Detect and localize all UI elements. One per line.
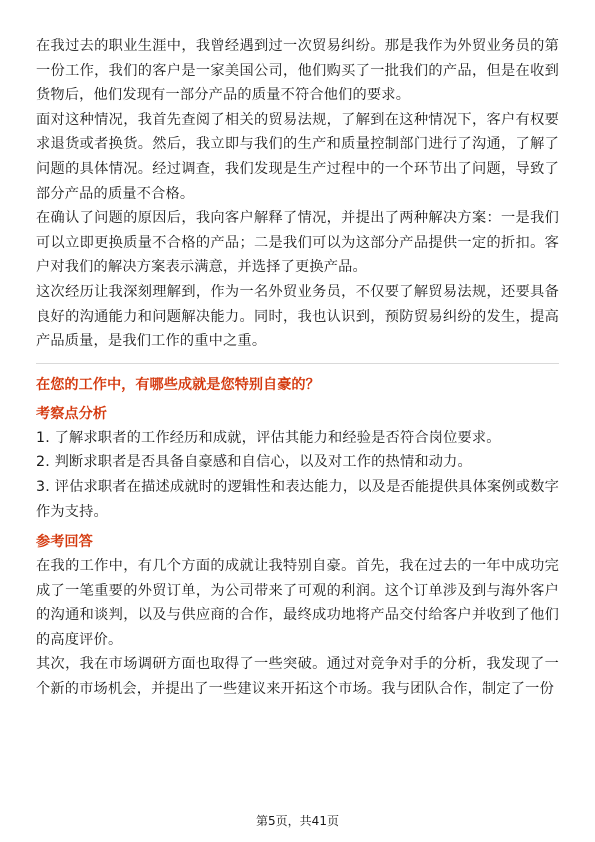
analysis-item-1: 1. 了解求职者的工作经历和成就，评估其能力和经验是否符合岗位要求。 [36,429,501,446]
analysis-item-2: 2. 判断求职者是否具备自豪感和自信心，以及对工作的热情和动力。 [36,454,472,471]
intro-paragraph-3: 在确认了问题的原因后，我向客户解释了情况，并提出了两种解决方案：一是我们可以立即更换质量不合格的产品；二是我们可以为这部分产品提供一定的折扣。客户对我们的解决方案表示满意，并选择了更换产品。 [36,210,559,276]
answer-paragraph-1: 在我的工作中，有几个方面的成就让我特别自豪。首先，我在过去的一年中成功完成了一笔重要的外贸订单，为公司带来了可观的利润。这个订单涉及到与海外客户的沟通和谈判，以及与供应商的合作，最终成功地将产品交付给客户并收到了他们的高度评价。 [36,558,559,648]
answer-heading: 参考回答 [36,534,93,551]
document-page [36,34,559,702]
interview-question: 在您的工作中，有哪些成就是您特别自豪的？ [36,376,320,393]
intro-paragraph-2: 面对这种情况，我首先查阅了相关的贸易法规，了解到在这种情况下，客户有权要求退货或者换货。然后，我立即与我们的生产和质量控制部门进行了沟通，了解了问题的具体情况。经过调查，我们发现是生产过程中的一个环节出了问题，导致了部分产品的质量不合格。 [36,111,559,202]
page-number: 第5页，共41页 [256,814,339,828]
intro-paragraph-1: 在我过去的职业生涯中，我曾经遇到过一次贸易纠纷。那是我作为外贸业务员的第一份工作，我们的客户是一家美国公司，他们购买了一批我们的产品，但是在收到货物后，他们发现有一部分产品的质量不符合他们的要求。 [36,38,559,104]
intro-paragraph-4: 这次经历让我深刻理解到，作为一名外贸业务员，不仅要了解贸易法规，还要具备良好的沟通能力和问题解决能力。同时，我也认识到，预防贸易纠纷的发生，提高产品质量，是我们工作的重中之重。 [36,283,559,350]
section-divider [36,363,559,364]
answer-paragraph-2: 其次，我在市场调研方面也取得了一些突破。通过对竞争对手的分析，我发现了一个新的市场机会，并提出了一些建议来开拓这个市场。我与团队合作，制定了一份 [36,656,559,698]
analysis-item-3: 3. 评估求职者在描述成就时的逻辑性和表达能力，以及是否能提供具体案例或数字作为支持。 [36,478,559,520]
analysis-heading: 考察点分析 [36,405,107,422]
